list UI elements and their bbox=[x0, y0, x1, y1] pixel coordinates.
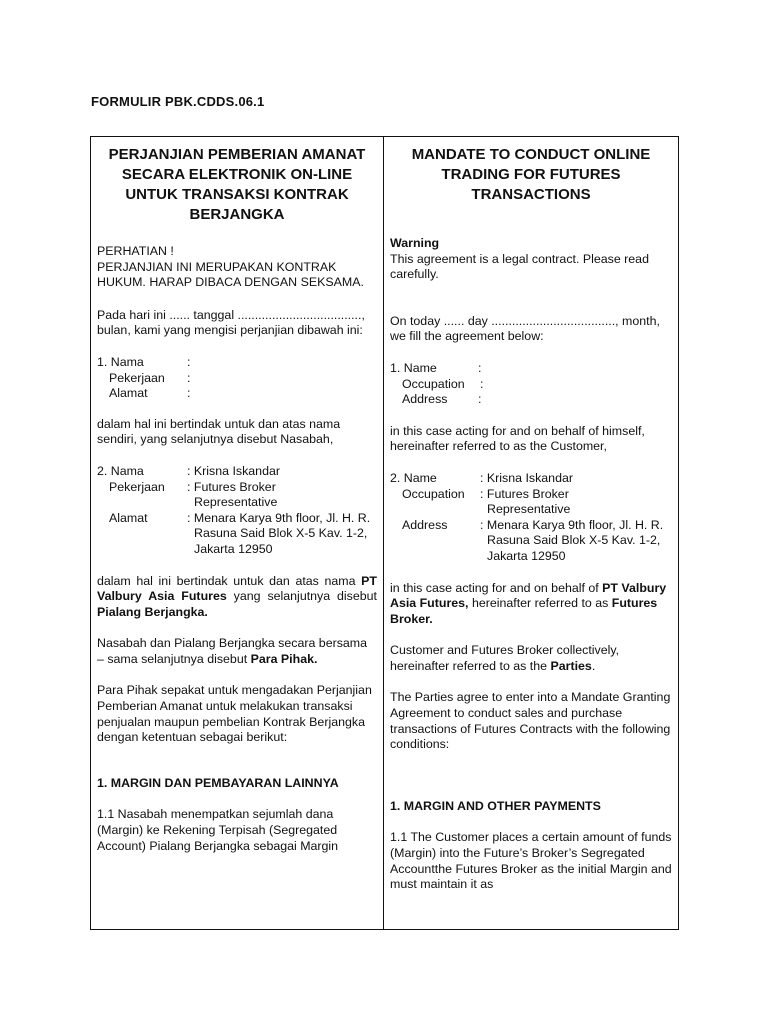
indonesian-column bbox=[91, 137, 384, 929]
right-broker-name: PT Valbury Asia Futures, bbox=[390, 580, 667, 611]
right-p1-text: in this case acting for and on behalf of himself, hereinafter referred to as the Customer, bbox=[390, 423, 645, 454]
right-p2-occ-label: Occupation bbox=[402, 486, 465, 501]
right-party-2 bbox=[390, 471, 672, 565]
left-p1-name-colon: : bbox=[187, 354, 191, 369]
left-p2-occ-label: Pekerjaan bbox=[109, 479, 165, 494]
left-title: PERJANJIAN PEMBERIAN AMANAT SECARA ELEKTRONIK ON-LINE UNTUK TRANSAKSI KONTRAK BERJANGKA bbox=[108, 146, 366, 223]
right-p1-name-colon: : bbox=[478, 360, 482, 375]
right-p1-name-label: 1. Name bbox=[390, 360, 437, 375]
right-section-1-heading: 1. MARGIN AND OTHER PAYMENTS bbox=[390, 798, 601, 813]
right-section-1-1: 1.1 The Customer places a certain amount of funds (Margin) into the Future’s Broker’s Segregated Accountthe Futures Broker as the initial Margin and must maintain it as bbox=[390, 830, 672, 892]
right-p2-text-a: in this case acting for and on behalf of bbox=[390, 580, 603, 595]
right-parties-term: Parties bbox=[550, 658, 592, 673]
right-p2-addr-label: Address bbox=[402, 517, 448, 532]
right-p2-name-value: : Krisna Iskandar bbox=[480, 470, 573, 485]
right-warning-title: Warning bbox=[390, 236, 440, 250]
left-parties-a: Nasabah dan Pialang Berjangka secara bersama – sama selanjutnya disebut bbox=[97, 636, 368, 666]
right-intro: On today ...... day ...................................., month, we fill the agreement below: bbox=[390, 313, 660, 344]
left-section-1-1: 1.1 Nasabah menempatkan sejumlah dana (Margin) ke Rekening Terpisah (Segregated Account) Pialang Berjangka sebagai Margin bbox=[97, 807, 339, 853]
right-broker-term: Futures Broker. bbox=[390, 596, 658, 626]
left-p2-name-label: 2. Nama bbox=[97, 463, 144, 478]
left-broker-name: PT Valbury Asia Futures bbox=[97, 573, 377, 604]
left-party-1 bbox=[97, 355, 377, 402]
form-code: FORMULIR PBK.CDDS.06.1 bbox=[91, 94, 265, 109]
left-p1-occ-colon: : bbox=[187, 370, 191, 385]
right-p1-occ-colon: : bbox=[480, 376, 484, 391]
left-parties-term: Para Pihak. bbox=[250, 651, 318, 666]
right-title: MANDATE TO CONDUCT ONLINE TRADING FOR FUTURES TRANSACTIONS bbox=[411, 146, 651, 203]
right-p1-occ-label: Occupation bbox=[402, 376, 465, 391]
left-agree: Para Pihak sepakat untuk mengadakan Perjanjian Pemberian Amanat untuk melakukan transaksi penjualan maupun pembelian Kontrak Berjangka dengan ketentuan sebagai berikut: bbox=[97, 683, 372, 745]
english-column bbox=[384, 137, 678, 929]
bilingual-agreement-table bbox=[90, 136, 679, 930]
left-p1-addr-label: Alamat bbox=[109, 386, 148, 401]
left-intro: Pada hari ini ...... tanggal ...................................., bulan, kami yang mengisi perjanjian dibawah ini: bbox=[97, 307, 365, 338]
left-p1-name-label: 1. Nama bbox=[97, 354, 144, 369]
left-warning-title: PERHATIAN ! bbox=[97, 244, 174, 258]
left-p2-addr-label: Alamat bbox=[109, 510, 148, 525]
left-p2-text bbox=[97, 574, 377, 621]
right-warning-text: This agreement is a legal contract. Please read carefully. bbox=[390, 251, 649, 282]
left-p1-occ-label: Pekerjaan bbox=[109, 370, 165, 385]
right-parties bbox=[390, 643, 672, 674]
left-p2-name-value: : Krisna Iskandar bbox=[187, 463, 280, 478]
right-p1-addr-colon: : bbox=[478, 392, 482, 407]
left-p2-text-a: dalam hal ini bertindak untuk dan atas nama bbox=[97, 573, 362, 588]
left-broker-term: Pialang Berjangka. bbox=[97, 604, 208, 619]
left-p2-text-c: yang selanjutnya disebut bbox=[226, 589, 377, 604]
right-parties-a: Customer and Futures Broker collectively, hereinafter referred to as the bbox=[390, 643, 620, 673]
left-p1-addr-colon: : bbox=[187, 386, 191, 401]
right-parties-c: . bbox=[591, 658, 596, 673]
right-p2-text-c: hereinafter referred to as bbox=[468, 596, 612, 611]
right-party-1 bbox=[390, 361, 672, 408]
left-p1-text: dalam hal ini bertindak untuk dan atas nama sendiri, yang selanjutnya disebut Nasabah, bbox=[97, 416, 341, 447]
left-party-2 bbox=[97, 464, 377, 558]
left-warning-text: PERJANJIAN INI MERUPAKAN KONTRAK HUKUM. HARAP DIBACA DENGAN SEKSAMA. bbox=[97, 259, 364, 290]
right-agree: The Parties agree to enter into a Mandate Granting Agreement to conduct sales and purchase transactions of Futures Contracts with the following conditions: bbox=[390, 690, 671, 752]
left-parties bbox=[97, 636, 377, 667]
right-p1-addr-label: Address bbox=[402, 392, 448, 407]
right-p2-addr-value: : Menara Karya 9th floor, Jl. H. R. Rasuna Said Blok X-5 Kav. 1-2, Jakarta 12950 bbox=[480, 517, 664, 563]
right-p2-occ-value: : Futures Broker Representative bbox=[480, 486, 571, 517]
left-p2-occ-value: : Futures Broker Representative bbox=[187, 479, 278, 510]
left-section-1-heading: 1. MARGIN DAN PEMBAYARAN LAINNYA bbox=[97, 775, 339, 790]
left-p2-addr-value: : Menara Karya 9th floor, Jl. H. R. Rasuna Said Blok X-5 Kav. 1-2, Jakarta 12950 bbox=[187, 510, 371, 556]
right-p2-text bbox=[390, 581, 672, 628]
right-p2-name-label: 2. Name bbox=[390, 470, 437, 485]
